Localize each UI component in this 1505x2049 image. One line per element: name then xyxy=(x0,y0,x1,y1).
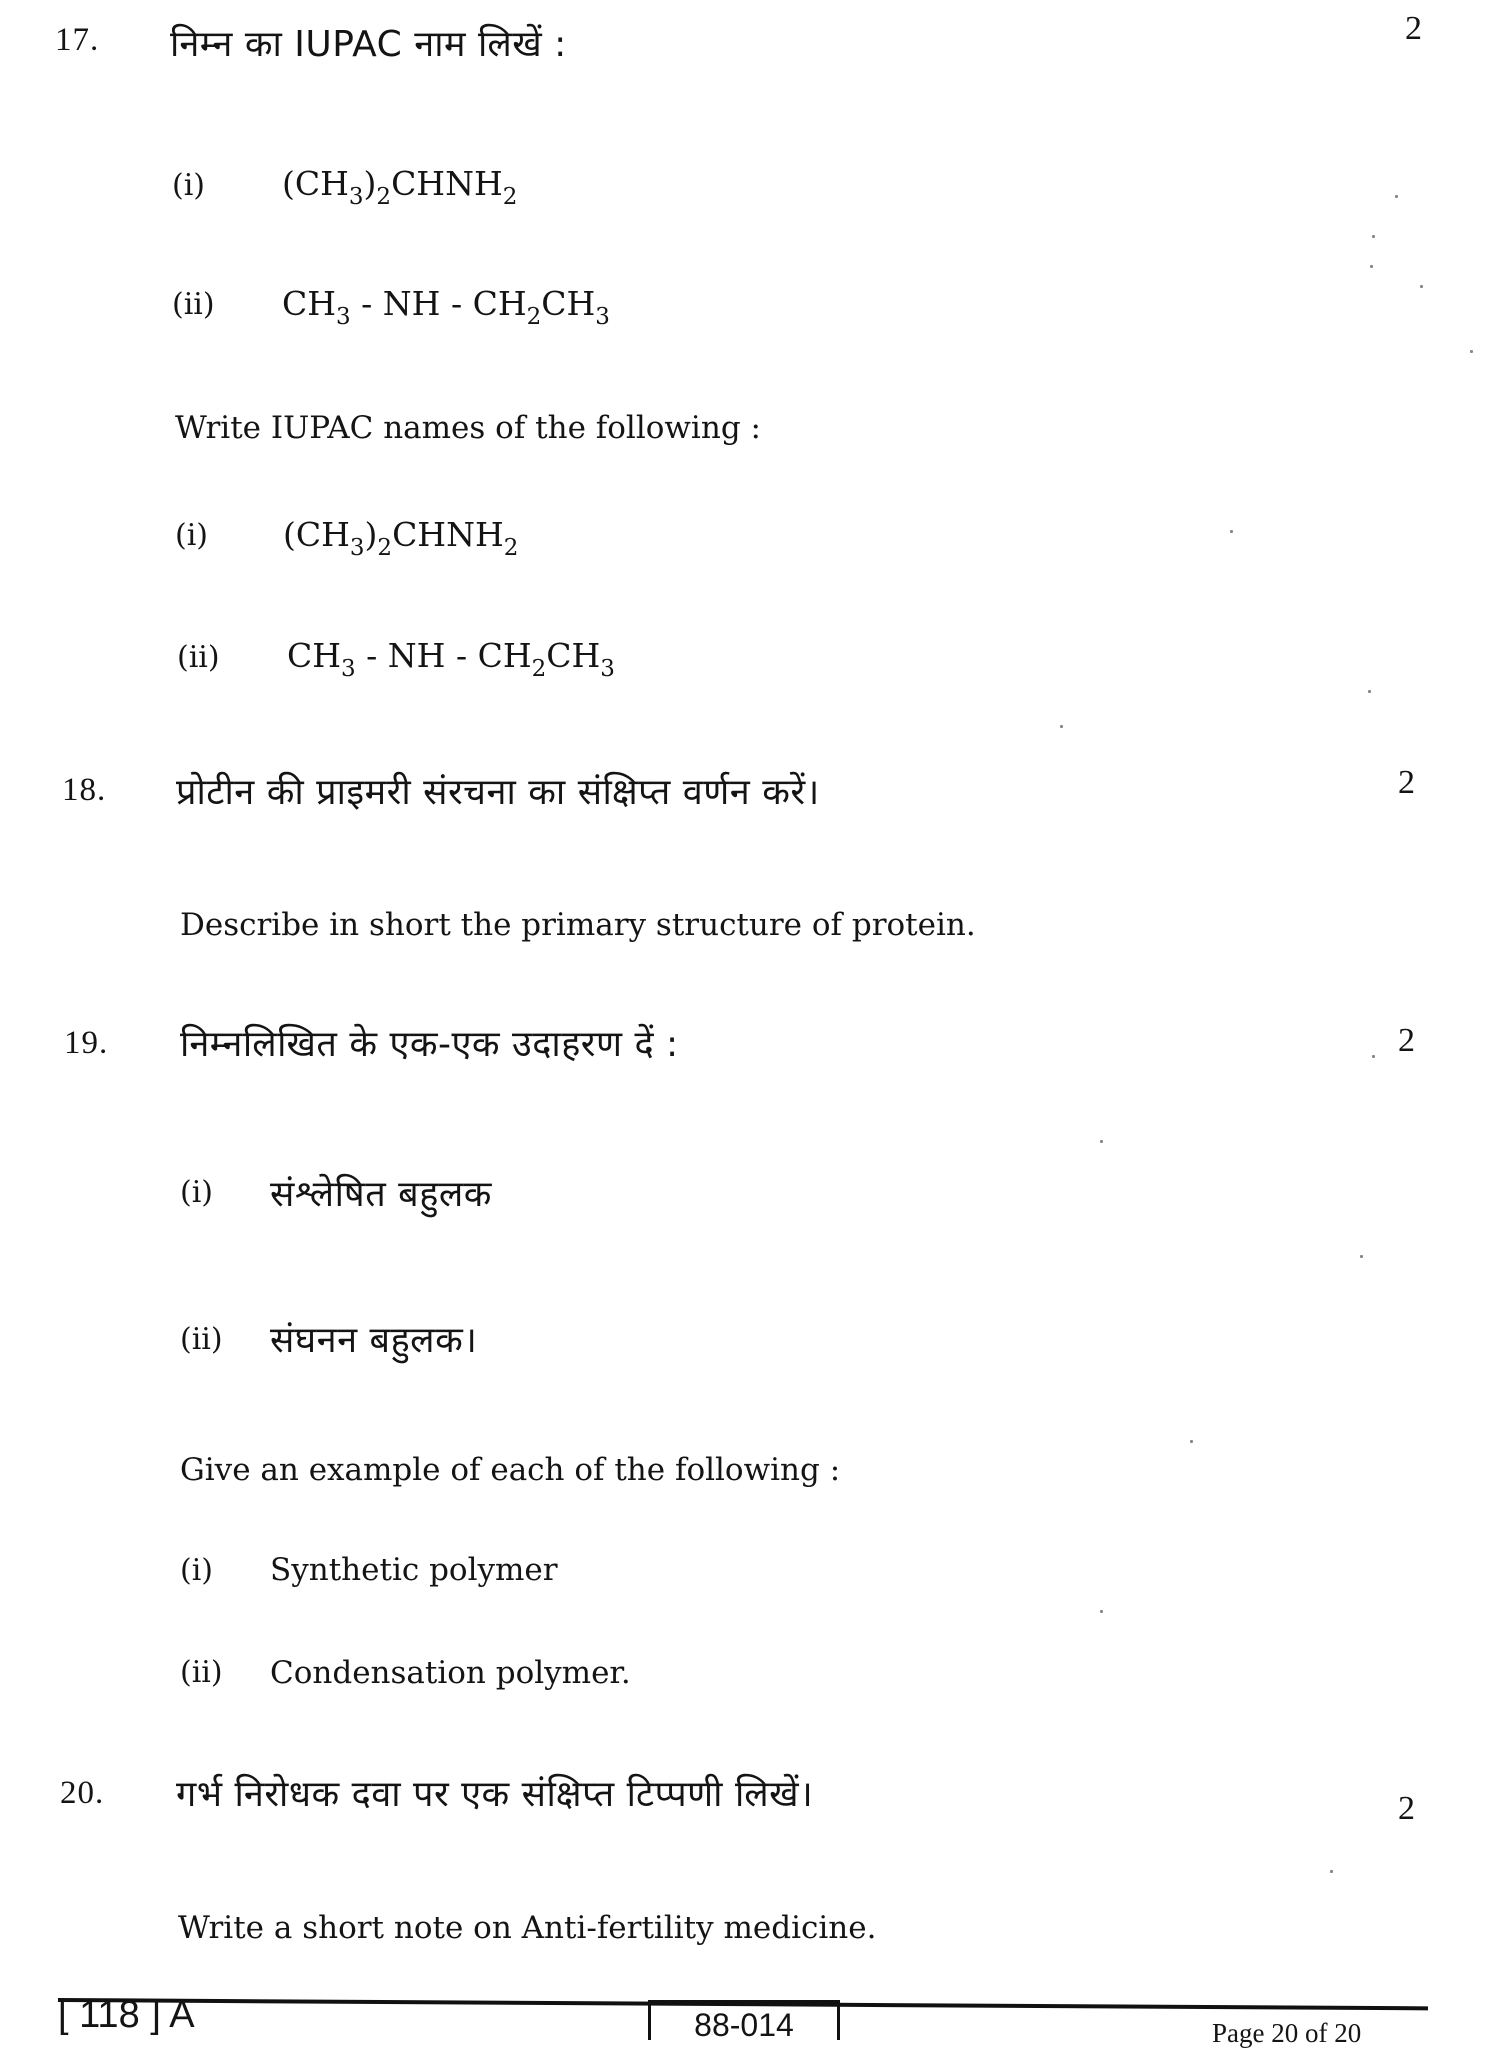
speck xyxy=(1060,725,1063,728)
speck xyxy=(1100,1610,1103,1613)
part-label: (i) xyxy=(172,168,206,203)
speck xyxy=(1470,350,1473,353)
chemical-formula: $CH_3$ - NH - $CH_2CH_3$ xyxy=(287,636,615,682)
chemical-formula: $(CH_3)_2CHNH_2$ xyxy=(282,164,518,210)
part-label: (i) xyxy=(175,518,209,553)
question-number: 19. xyxy=(64,1025,109,1061)
question-hindi-prompt: निम्नलिखित के एक-एक उदाहरण दें : xyxy=(180,1024,679,1065)
speck xyxy=(1372,235,1375,238)
paper-code-left: [ 118 ] A xyxy=(58,1994,195,2036)
marks-value: 2 xyxy=(1398,764,1415,801)
speck xyxy=(1368,690,1371,693)
question-hindi-prompt: निम्न का IUPAC नाम लिखें : xyxy=(170,24,567,65)
part-label: (ii) xyxy=(177,640,220,675)
paper-code-box: 88-014 xyxy=(648,2000,840,2040)
marks-value: 2 xyxy=(1398,1022,1415,1059)
speck xyxy=(1230,530,1233,533)
question-number: 17. xyxy=(55,22,100,58)
page-number: Page 20 of 20 xyxy=(1212,2018,1362,2048)
question-english-prompt: Give an example of each of the following : xyxy=(180,1452,841,1488)
question-number: 20. xyxy=(60,1775,105,1811)
part-label: (ii) xyxy=(180,1655,223,1690)
speck xyxy=(1372,1055,1375,1058)
chemical-formula: $CH_3$ - NH - $CH_2CH_3$ xyxy=(282,284,610,330)
part-text: Condensation polymer. xyxy=(270,1655,631,1691)
question-hindi-prompt: गर्भ निरोधक दवा पर एक संक्षिप्त टिप्पणी लिखें। xyxy=(176,1774,814,1815)
speck xyxy=(1190,1440,1193,1443)
part-label: (i) xyxy=(180,1553,214,1588)
speck xyxy=(1395,195,1398,198)
part-text: संघनन बहुलक। xyxy=(270,1320,478,1361)
marks-value: 2 xyxy=(1405,10,1422,47)
question-english-prompt: Describe in short the primary structure of protein. xyxy=(180,907,976,943)
speck xyxy=(1100,1140,1103,1143)
speck xyxy=(1420,285,1423,288)
question-english-prompt: Write IUPAC names of the following : xyxy=(175,410,761,446)
part-text: Synthetic polymer xyxy=(270,1552,558,1588)
speck xyxy=(1370,265,1373,268)
part-label: (ii) xyxy=(172,287,215,322)
chemical-formula: $(CH_3)_2CHNH_2$ xyxy=(283,515,519,561)
marks-value: 2 xyxy=(1398,1790,1415,1827)
question-number: 18. xyxy=(62,772,107,808)
question-english-prompt: Write a short note on Anti-fertility medicine. xyxy=(178,1910,877,1946)
question-hindi-prompt: प्रोटीन की प्राइमरी संरचना का संक्षिप्त वर्णन करें। xyxy=(176,772,820,813)
speck xyxy=(1360,1255,1363,1258)
speck xyxy=(1330,1870,1333,1873)
part-text: संश्लेषित बहुलक xyxy=(270,1174,492,1215)
part-label: (ii) xyxy=(180,1322,223,1357)
part-label: (i) xyxy=(180,1175,214,1210)
